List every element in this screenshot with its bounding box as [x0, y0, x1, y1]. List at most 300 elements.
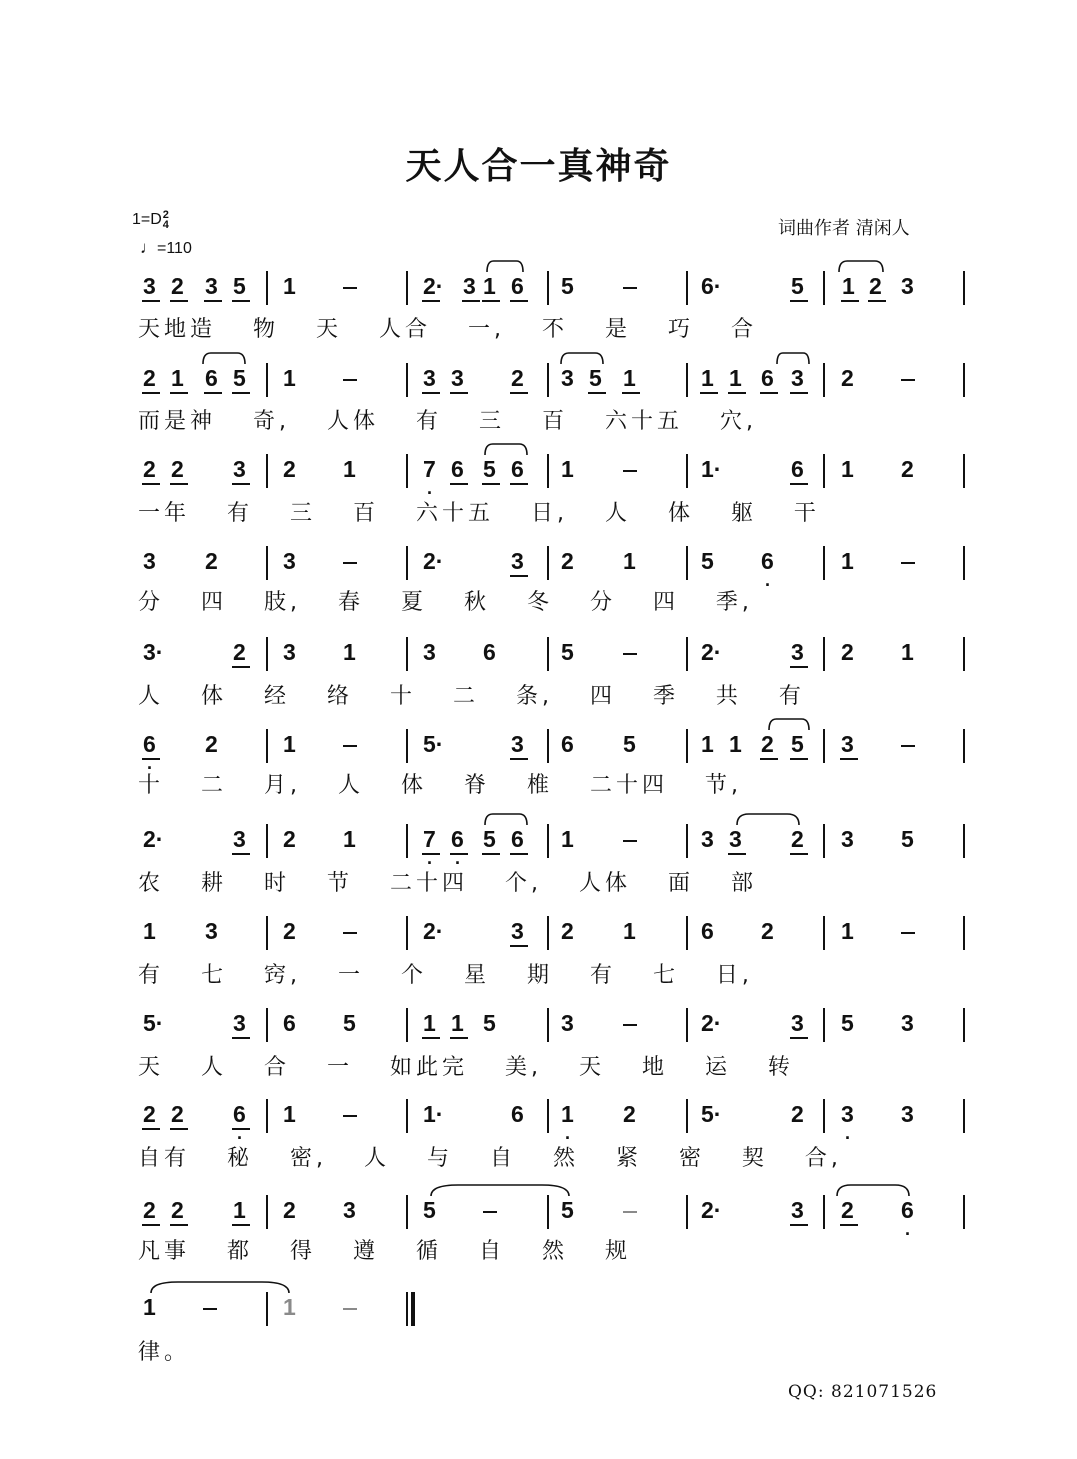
- note: 5: [233, 273, 246, 299]
- note-underline: [232, 483, 250, 485]
- note: 6: [511, 273, 524, 299]
- note-underline: [760, 392, 778, 394]
- final-barline-thick: [411, 1292, 415, 1326]
- slur-tie: [484, 442, 528, 456]
- barline: [266, 1008, 268, 1042]
- note-underline: [232, 300, 250, 302]
- note: 2: [143, 1101, 156, 1127]
- note: 6: [283, 1010, 296, 1036]
- note: 1: [729, 365, 742, 391]
- note-underline: [204, 392, 222, 394]
- lyric-line: 农 耕 时 节 二十四 个, 人体 面 部: [138, 871, 757, 896]
- barline: [963, 729, 965, 763]
- note-underline: [728, 853, 746, 855]
- note-underline: [450, 1037, 468, 1039]
- sustain-dash: [901, 379, 915, 381]
- note: 5: [483, 826, 496, 852]
- barline: [963, 271, 965, 305]
- octave-dot: .: [427, 478, 433, 498]
- sustain-dash: [203, 1308, 217, 1310]
- note: 1: [343, 639, 356, 665]
- note: 1: [233, 1197, 246, 1223]
- note: 2: [761, 918, 774, 944]
- barline: [266, 1292, 268, 1326]
- barline: [406, 824, 408, 858]
- barline: [547, 1008, 549, 1042]
- note: 2: [143, 365, 156, 391]
- sustain-dash: [483, 1211, 497, 1213]
- note: 3: [729, 826, 742, 852]
- note: 5: [841, 1010, 854, 1036]
- barline: [686, 1195, 688, 1229]
- contact-info: QQ: 821071526: [788, 1382, 938, 1402]
- key-label: 1=D: [132, 211, 162, 229]
- note: 1: [561, 456, 574, 482]
- lyric-line: 自有 秘 密, 人 与 自 然 紧 密 契 合,: [138, 1146, 842, 1171]
- lyric-line: 分 四 肢, 春 夏 秋 冬 分 四 季,: [138, 590, 753, 615]
- sustain-dash: [343, 562, 357, 564]
- note-underline: [840, 758, 858, 760]
- barline: [406, 729, 408, 763]
- slur-tie: [486, 259, 524, 273]
- barline: [266, 916, 268, 950]
- sustain-dash: [343, 1115, 357, 1117]
- note: 5: [343, 1010, 356, 1036]
- note: 3: [205, 273, 218, 299]
- octave-dot: .: [765, 570, 771, 590]
- note-underline: [868, 300, 886, 302]
- note: 1: [729, 731, 742, 757]
- note-underline: [142, 1128, 160, 1130]
- note: 3: [791, 639, 804, 665]
- sustain-dash: [343, 1308, 357, 1310]
- barline: [686, 729, 688, 763]
- composer-credit: 词曲作者 清闲人: [778, 218, 910, 239]
- note-underline: [204, 300, 222, 302]
- barline: [406, 454, 408, 488]
- note: 3: [283, 548, 296, 574]
- note: 1: [623, 365, 636, 391]
- barline: [686, 916, 688, 950]
- note: 3: [511, 918, 524, 944]
- note: 1: [841, 918, 854, 944]
- note: 1: [143, 1294, 156, 1320]
- barline: [406, 1195, 408, 1229]
- sustain-dash: [343, 932, 357, 934]
- barline: [686, 271, 688, 305]
- time-signature: [163, 210, 169, 230]
- note-underline: [790, 1037, 808, 1039]
- lyric-line: 十 二 月, 人 体 脊 椎 二十四 节,: [138, 773, 742, 798]
- sustain-dash: [623, 1024, 637, 1026]
- sustain-dash: [623, 840, 637, 842]
- barline: [963, 1195, 965, 1229]
- note: 6: [761, 365, 774, 391]
- note-underline: [482, 483, 500, 485]
- note-underline: [170, 1224, 188, 1226]
- barline: [266, 363, 268, 397]
- note: 1: [701, 731, 714, 757]
- note-underline: [142, 1224, 160, 1226]
- note: 1: [701, 365, 714, 391]
- note: 3: [841, 1101, 854, 1127]
- note-underline: [700, 392, 718, 394]
- barline: [406, 637, 408, 671]
- barline: [823, 454, 825, 488]
- sustain-dash: [901, 562, 915, 564]
- note-underline: [462, 300, 480, 302]
- note: 5: [233, 365, 246, 391]
- note: 3: [791, 365, 804, 391]
- sustain-dash: [901, 745, 915, 747]
- barline: [547, 824, 549, 858]
- time-signature-bottom: 4: [162, 219, 169, 231]
- note: 3: [561, 1010, 574, 1036]
- note: 1: [283, 731, 296, 757]
- barline: [963, 637, 965, 671]
- note: 3: [233, 456, 246, 482]
- lyric-line: 天地造 物 天 人合 一, 不 是 巧 合: [138, 317, 757, 342]
- slur-tie: [430, 1183, 570, 1197]
- note: 6: [701, 918, 714, 944]
- note: 1·: [423, 1101, 444, 1127]
- barline: [823, 271, 825, 305]
- note: 3: [791, 1197, 804, 1223]
- barline: [266, 1099, 268, 1133]
- note: 3: [561, 365, 574, 391]
- note-underline: [170, 483, 188, 485]
- song-title: 天人合一真神奇: [405, 145, 672, 187]
- note-underline: [422, 392, 440, 394]
- note: 1: [561, 826, 574, 852]
- note: 2: [283, 1197, 296, 1223]
- note: 2: [205, 731, 218, 757]
- note-underline: [422, 1037, 440, 1039]
- note-underline: [510, 575, 528, 577]
- barline: [547, 1099, 549, 1133]
- note: 5: [483, 456, 496, 482]
- lyric-line: 而是神 奇, 人体 有 三 百 六十五 穴,: [138, 409, 757, 434]
- note: 1: [901, 639, 914, 665]
- note: 2: [171, 456, 184, 482]
- note: 1: [483, 273, 496, 299]
- octave-dot: .: [905, 1219, 911, 1239]
- note: 3: [901, 273, 914, 299]
- sustain-dash: [623, 1211, 637, 1213]
- barline: [547, 1195, 549, 1229]
- note-underline: [170, 392, 188, 394]
- note-underline: [840, 1224, 858, 1226]
- barline: [266, 1195, 268, 1229]
- note: 6: [561, 731, 574, 757]
- barline: [963, 546, 965, 580]
- barline: [547, 363, 549, 397]
- sustain-dash: [623, 653, 637, 655]
- note-underline: [510, 392, 528, 394]
- note: 2: [171, 1197, 184, 1223]
- octave-dot: .: [455, 848, 461, 868]
- barline: [823, 363, 825, 397]
- slur-tie: [150, 1280, 290, 1294]
- octave-dot: .: [237, 1123, 243, 1143]
- slur-tie: [768, 717, 810, 731]
- note: 1: [623, 918, 636, 944]
- note: 3: [463, 273, 476, 299]
- note-underline: [510, 300, 528, 302]
- note: 2: [791, 1101, 804, 1127]
- note: 2: [623, 1101, 636, 1127]
- slur-tie: [736, 812, 800, 826]
- note-underline: [510, 758, 528, 760]
- note: 3: [791, 1010, 804, 1036]
- note-underline: [790, 1224, 808, 1226]
- note: 3: [901, 1101, 914, 1127]
- note: 3: [451, 365, 464, 391]
- sustain-dash: [623, 287, 637, 289]
- note-underline: [450, 392, 468, 394]
- note: 2: [561, 548, 574, 574]
- note-underline: [450, 483, 468, 485]
- note: 6: [511, 1101, 524, 1127]
- note: 1: [842, 273, 855, 299]
- note-underline: [232, 1224, 250, 1226]
- note: 6: [511, 456, 524, 482]
- note: 2: [283, 826, 296, 852]
- barline: [547, 637, 549, 671]
- quarter-note-icon: ♩: [140, 238, 157, 257]
- slur-tie: [202, 351, 246, 365]
- note: 5·: [143, 1010, 164, 1036]
- barline: [963, 1008, 965, 1042]
- note: 5: [623, 731, 636, 757]
- note-underline: [510, 483, 528, 485]
- barline: [686, 546, 688, 580]
- barline: [406, 916, 408, 950]
- note: 6: [143, 731, 156, 757]
- note-underline: [760, 758, 778, 760]
- note: 3: [283, 639, 296, 665]
- barline: [963, 454, 965, 488]
- slur-tie: [484, 812, 528, 826]
- note: 5: [483, 1010, 496, 1036]
- note: 3: [233, 1010, 246, 1036]
- note: 2: [171, 1101, 184, 1127]
- note: 2·: [701, 1197, 722, 1223]
- note: 6·: [701, 273, 722, 299]
- tempo-marking: [140, 238, 192, 258]
- note: 2: [205, 548, 218, 574]
- note: 5: [701, 548, 714, 574]
- note: 3: [205, 918, 218, 944]
- note: 1: [451, 1010, 464, 1036]
- note-underline: [790, 758, 808, 760]
- note: 5·: [701, 1101, 722, 1127]
- note: 2·: [423, 548, 444, 574]
- note: 2: [171, 273, 184, 299]
- note: 2·: [143, 826, 164, 852]
- octave-dot: .: [845, 1123, 851, 1143]
- note-underline: [232, 392, 250, 394]
- note: 5·: [423, 731, 444, 757]
- note: 3: [701, 826, 714, 852]
- barline: [686, 363, 688, 397]
- note: 2: [761, 731, 774, 757]
- slur-tie: [838, 259, 884, 273]
- note: 1: [283, 365, 296, 391]
- barline: [963, 363, 965, 397]
- barline: [406, 271, 408, 305]
- note-underline: [142, 300, 160, 302]
- note-underline: [232, 853, 250, 855]
- octave-dot: .: [147, 753, 153, 773]
- note-underline: [790, 483, 808, 485]
- note: 2·: [423, 273, 444, 299]
- note: 5: [589, 365, 602, 391]
- lyric-line: 律。: [138, 1340, 191, 1365]
- note: 1: [841, 456, 854, 482]
- note: 1: [283, 273, 296, 299]
- barline: [547, 454, 549, 488]
- note: 2: [841, 1197, 854, 1223]
- barline: [547, 271, 549, 305]
- note-underline: [170, 300, 188, 302]
- note-underline: [232, 1037, 250, 1039]
- note: 2: [791, 826, 804, 852]
- sustain-dash: [343, 745, 357, 747]
- barline: [823, 1008, 825, 1042]
- note: 3: [423, 639, 436, 665]
- barline: [547, 546, 549, 580]
- note: 1: [841, 548, 854, 574]
- note-underline: [790, 392, 808, 394]
- note: 3: [233, 826, 246, 852]
- barline: [686, 454, 688, 488]
- note: 3: [511, 731, 524, 757]
- barline: [823, 729, 825, 763]
- sustain-dash: [343, 379, 357, 381]
- note: 1: [423, 1010, 436, 1036]
- note-underline: [510, 853, 528, 855]
- barline: [686, 1099, 688, 1133]
- barline: [823, 916, 825, 950]
- note: 6: [451, 456, 464, 482]
- note: 3: [343, 1197, 356, 1223]
- note: 1: [283, 1101, 296, 1127]
- lyric-line: 凡事 都 得 遵 循 自 然 规: [138, 1239, 631, 1264]
- barline: [823, 824, 825, 858]
- note: 2: [901, 456, 914, 482]
- note: 1: [623, 548, 636, 574]
- sustain-dash: [901, 932, 915, 934]
- lyric-line: 有 七 窍, 一 个 星 期 有 七 日,: [138, 963, 753, 988]
- note: 6: [233, 1101, 246, 1127]
- note: 2·: [701, 1010, 722, 1036]
- barline: [823, 546, 825, 580]
- note-underline: [841, 300, 859, 302]
- barline: [547, 729, 549, 763]
- note: 3: [143, 273, 156, 299]
- note: 5: [791, 731, 804, 757]
- barline: [266, 271, 268, 305]
- note: 1: [283, 1294, 296, 1320]
- note-underline: [790, 300, 808, 302]
- barline: [406, 1099, 408, 1133]
- slur-tie: [836, 1183, 910, 1197]
- barline: [823, 637, 825, 671]
- barline: [266, 729, 268, 763]
- note-underline: [510, 945, 528, 947]
- barline: [406, 546, 408, 580]
- note: 3: [841, 826, 854, 852]
- note-underline: [588, 392, 606, 394]
- note-underline: [170, 1128, 188, 1130]
- note: 7: [423, 826, 436, 852]
- note-underline: [728, 392, 746, 394]
- barline: [963, 1099, 965, 1133]
- note: 6: [511, 826, 524, 852]
- barline: [266, 454, 268, 488]
- note: 6: [761, 548, 774, 574]
- lyric-line: 天 人 合 一 如此完 美, 天 地 运 转: [138, 1055, 794, 1080]
- note: 2: [841, 365, 854, 391]
- note: 5: [791, 273, 804, 299]
- note: 2: [143, 1197, 156, 1223]
- lyric-line: 一年 有 三 百 六十五 日, 人 体 躯 干: [138, 501, 820, 526]
- note: 1: [343, 456, 356, 482]
- note: 6: [483, 639, 496, 665]
- note: 5: [901, 826, 914, 852]
- barline: [686, 1008, 688, 1042]
- final-barline: [406, 1292, 408, 1326]
- note: 2: [233, 639, 246, 665]
- note-underline: [142, 392, 160, 394]
- barline: [547, 916, 549, 950]
- note: 3: [901, 1010, 914, 1036]
- note: 2: [561, 918, 574, 944]
- key-signature: [132, 210, 169, 230]
- note: 3: [423, 365, 436, 391]
- note: 3·: [143, 639, 164, 665]
- note-underline: [482, 300, 500, 302]
- note: 1: [561, 1101, 574, 1127]
- note: 6: [791, 456, 804, 482]
- note: 2·: [423, 918, 444, 944]
- barline: [963, 916, 965, 950]
- note-underline: [482, 853, 500, 855]
- sustain-dash: [623, 470, 637, 472]
- note: 5: [561, 273, 574, 299]
- barline: [963, 824, 965, 858]
- note-underline: [790, 666, 808, 668]
- time-signature-top: 2: [162, 209, 169, 221]
- octave-dot: .: [427, 848, 433, 868]
- note: 2·: [701, 639, 722, 665]
- note-underline: [790, 853, 808, 855]
- note-underline: [622, 392, 640, 394]
- barline: [406, 1008, 408, 1042]
- note: 5: [423, 1197, 436, 1223]
- barline: [686, 824, 688, 858]
- note-underline: [232, 666, 250, 668]
- note: 1·: [701, 456, 722, 482]
- lyric-line: 人 体 经 络 十 二 条, 四 季 共 有: [138, 684, 805, 709]
- note: 3: [511, 548, 524, 574]
- barline: [266, 546, 268, 580]
- note-underline: [422, 300, 440, 302]
- octave-dot: .: [565, 1123, 571, 1143]
- note: 3: [841, 731, 854, 757]
- tempo-value: =110: [157, 240, 192, 257]
